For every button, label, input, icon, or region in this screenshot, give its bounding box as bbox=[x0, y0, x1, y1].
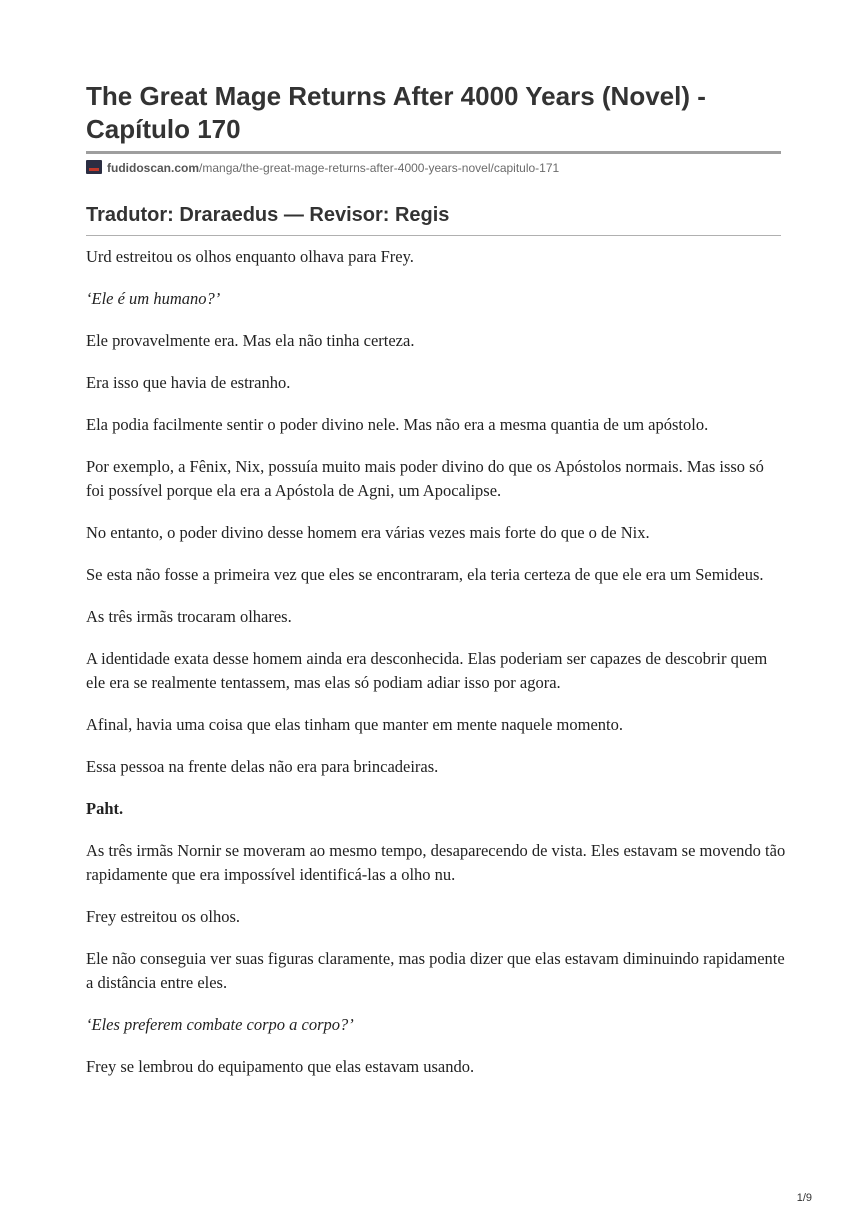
title-divider bbox=[86, 151, 781, 154]
paragraph: No entanto, o poder divino desse homem era várias vezes mais forte do que o de Nix. bbox=[86, 523, 650, 542]
paragraph: Ela podia facilmente sentir o poder divino nele. Mas não era a mesma quantia de um apóstolo. bbox=[86, 415, 709, 434]
page-indicator: 1/9 bbox=[796, 1192, 812, 1204]
paragraph: Era isso que havia de estranho. bbox=[86, 373, 291, 392]
paragraph: Afinal, havia uma coisa que elas tinham que manter em mente naquele momento. bbox=[86, 715, 623, 734]
paragraph: ‘Eles preferem combate corpo a corpo?’ bbox=[86, 1015, 354, 1034]
source-domain[interactable]: fudidoscan.com bbox=[107, 161, 200, 175]
paragraph: Ele não conseguia ver suas figuras claramente, mas podia dizer que elas estavam diminuindo rapidamente a distância entre eles. bbox=[86, 949, 785, 992]
paragraph: Frey se lembrou do equipamento que elas estavam usando. bbox=[86, 1057, 475, 1076]
paragraph: ‘Ele é um humano?’ bbox=[86, 289, 221, 308]
chapter-body bbox=[86, 245, 786, 1097]
source-path[interactable]: /manga/the-great-mage-returns-after-4000-years-novel/capitulo-171 bbox=[199, 161, 560, 175]
paragraph: Paht. bbox=[86, 799, 124, 818]
paragraph: Frey estreitou os olhos. bbox=[86, 907, 240, 926]
paragraph: A identidade exata desse homem ainda era desconhecida. Elas poderiam ser capazes de descobrir quem ele era se realmente tentassem, mas elas só podiam adiar isso por agora. bbox=[86, 649, 768, 692]
heading-divider bbox=[86, 235, 781, 236]
site-favicon-icon bbox=[86, 160, 102, 174]
paragraph: Se esta não fosse a primeira vez que eles se encontraram, ela teria certeza de que ele era um Semideus. bbox=[86, 565, 764, 584]
paragraph: As três irmãs Nornir se moveram ao mesmo tempo, desaparecendo de vista. Eles estavam se movendo tão rapidamente que era impossível identificá-las a olho nu. bbox=[86, 841, 786, 884]
paragraph: Urd estreitou os olhos enquanto olhava para Frey. bbox=[86, 247, 414, 266]
paragraph: Ele provavelmente era. Mas ela não tinha certeza. bbox=[86, 331, 415, 350]
credits-heading: Tradutor: Draraedus — Revisor: Regis bbox=[86, 204, 450, 226]
page-title: The Great Mage Returns After 4000 Years (Novel) - Capítulo 170 bbox=[86, 81, 706, 144]
paragraph: Por exemplo, a Fênix, Nix, possuía muito mais poder divino do que os Apóstolos normais. Mas isso só foi possível porque ela era a Apóstola de Agni, um Apocalipse. bbox=[86, 457, 764, 500]
paragraph: As três irmãs trocaram olhares. bbox=[86, 607, 292, 626]
source-link[interactable] bbox=[86, 159, 559, 177]
paragraph: Essa pessoa na frente delas não era para brincadeiras. bbox=[86, 757, 439, 776]
